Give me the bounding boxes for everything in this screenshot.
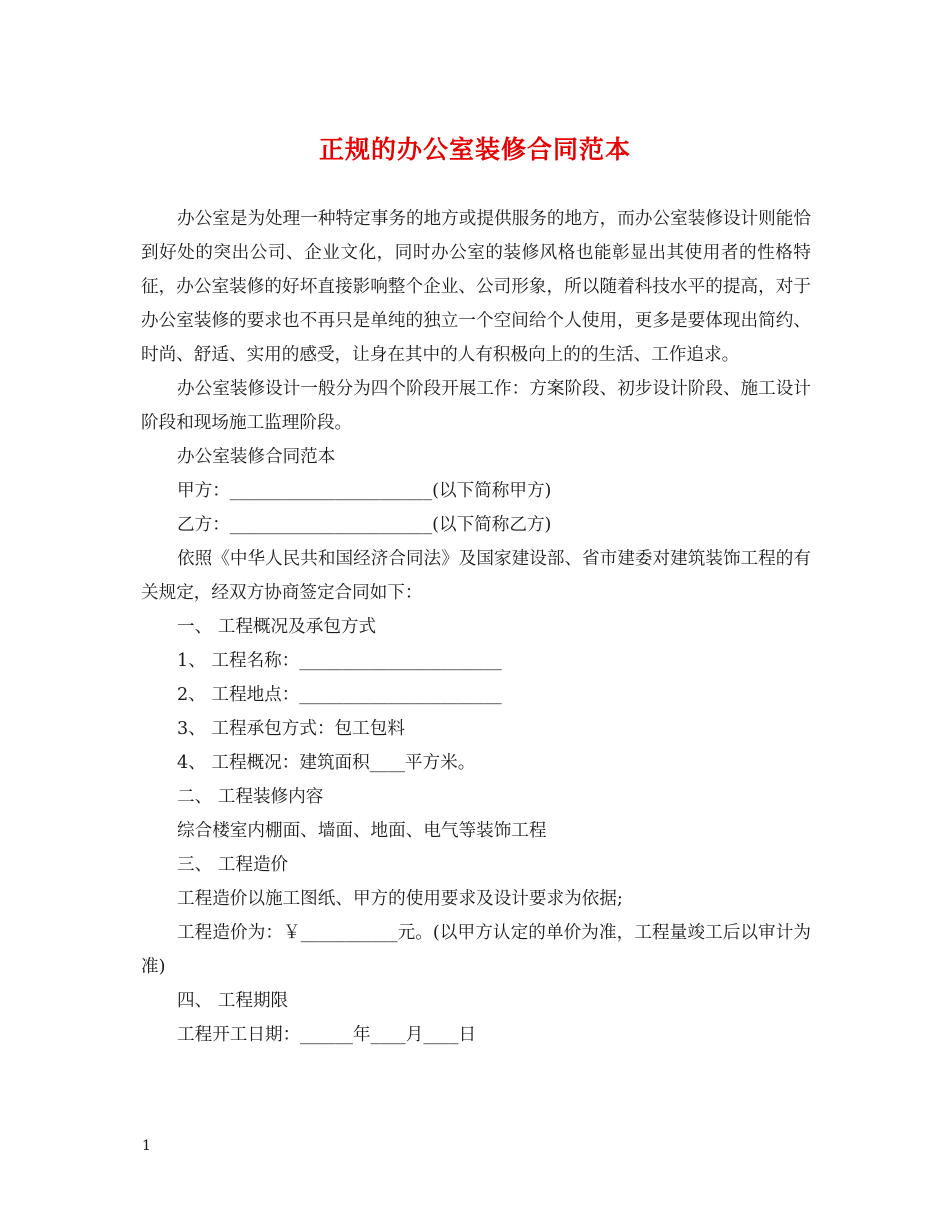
paragraph-cost-amount: 工程造价为：￥___________元。(以甲方认定的单价为准，工程量竣工后以审计为准) — [141, 923, 811, 977]
paragraph-party-a: 甲方：_______________________(以下简称甲方) — [177, 481, 552, 501]
paragraph-contract-heading: 办公室装修合同范本 — [177, 447, 336, 467]
paragraph-design-stages: 办公室装修设计一般分为四个阶段开展工作：方案阶段、初步设计阶段、施工设计阶段和现场施工监理阶段。 — [141, 379, 811, 433]
list-item-project-name: 1、 工程名称：_______________________ — [177, 651, 502, 671]
list-item-project-area: 4、 工程概况：建筑面积____平方米。 — [177, 753, 476, 773]
section-heading-period: 四、 工程期限 — [177, 991, 289, 1011]
paragraph-intro: 办公室是为处理一种特定事务的地方或提供服务的地方，而办公室装修设计则能恰到好处的突出公司、企业文化，同时办公室的装修风格也能彰显出其使用者的性格特征，办公室装修的好坏直接影响整个企业、公司形象，所以随着科技水平的提高，对于办公室装修的要求也不再只是单纯的独立一个空间给个人使用，更多是要体现出简约、时尚、舒适、实用的感受，让身在其中的人有积极向上的的生活、工作追求。 — [141, 209, 811, 365]
section-heading-cost: 三、 工程造价 — [177, 855, 289, 875]
paragraph-legal-basis: 依照《中华人民共和国经济合同法》及国家建设部、省市建委对建筑装饰工程的有关规定，经双方协商签定合同如下： — [141, 549, 811, 603]
paragraph-party-b: 乙方：_______________________(以下简称乙方) — [177, 515, 552, 535]
paragraph-start-date: 工程开工日期：______年____月____日 — [177, 1025, 477, 1045]
list-item-contract-method: 3、 工程承包方式：包工包料 — [177, 719, 405, 739]
paragraph-cost-basis: 工程造价以施工图纸、甲方的使用要求及设计要求为依据; — [177, 889, 623, 909]
paragraph-content-detail: 综合楼室内棚面、墙面、地面、电气等装饰工程 — [177, 821, 547, 841]
page-number: 1 — [142, 1138, 151, 1154]
document-title: 正规的办公室装修合同范本 — [318, 135, 631, 164]
section-heading-overview: 一、 工程概况及承包方式 — [177, 617, 377, 637]
document-body — [141, 202, 811, 1052]
section-heading-content: 二、 工程装修内容 — [177, 787, 324, 807]
list-item-project-location: 2、 工程地点：_______________________ — [177, 685, 502, 705]
